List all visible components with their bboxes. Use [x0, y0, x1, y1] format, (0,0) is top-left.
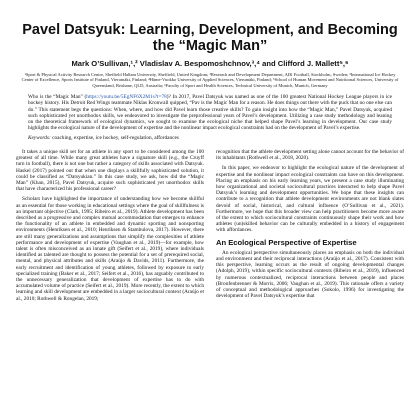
body-paragraph: An ecological perspective simultaneously places an emphasis on both the individual and environment and their reciprocal interactions (Araújo et al., 2017). Consistent with this perspective, learning occurs as the result of ongoing developmental changes (Adolph, 2019), within specific sociocultural contexts (Ribeiro et al., 2019), influenced by numerous contextualized, reciprocal interactions between people and places (Bronfenbrenner & Morris, 2006; Vaughan et al., 2019). This rationale offers a variety of conceptual and methodological approaches (Sokolo, 1996) for investigating the development of Pavel Datsyuk’s expertise that [216, 249, 404, 300]
body-paragraph: In this paper, we endeavor to highlight the ecological nature of the development of expertise and the nonlinear impact ecological constraints can have on this development. Placing an emphasis on his early learning years, we present a case study illuminating how organizational and societal sociocultural practices interacted to help shape Pavel Datsyuk’s learning and development opportunities. We hope that these insights can contribute to a recognition that athlete development environments are not blank slates devoid of social, historical, and cultural influence (O’Sullivan et al., 2021). Furthermore, we hope that this broader view can help practitioners become more aware of the extent to which sociocultural constraints continuously shape their work and how athletes (un)skilled behavior can be culturally embedded in a history of engagement with affordances. [216, 165, 404, 234]
abstract [28, 94, 392, 132]
body-paragraph: Scholars have highlighted the importance of understanding how we become skillful as an essential for those working in educational settings where the goal of skillfulness is an important objective (Clark, 1995; Ribeiro et al., 2019). Athlete development has been described as a progressive and complex mutual accommodation that emerges to enhance the functionality of an athlete in embedded and dynamic sporting and nonsporting environments (Henriksen et al., 2010; Henriksen & Stambulova, 2017). However, there are still many generalizations and assumptions that simplify the complexities of athlete performance and development of expertise (Vaughan et al., 2019)—for example, how talent is often misconceived as an innate gift (Seifert et al., 2019), where individuals identified as talented are thought to possess the potential for a set of prerequired social, mental, and physical attributes and skills (Araújo & Davids, 2011). Furthermore, the early recruitment and identification of young athletes, followed by exposure to early specialized training (Baker et al., 2017; Seifert et al., 2016), has arguably contributed to the unnecessary generalization that development of expertise has to do with accumulated volume of practice (Seifert et al., 2019). More recently, the extent to which learning and skill development are embedded in a larger sociocultural context (Araújo et al., 2010; Rothwell & Rongelan, 2019; [16, 196, 204, 302]
affiliations: ¹Sport & Physical Activity Research Centre, Sheffield Hallam University, Sheffield, United Kingdom; ²Research and Development Department, AIK Football, Stockholm, Sweden; ³International Ice Hockey Center of Excellence, Sports Institute of Finland, Vierumäki, Finland; ⁴Häme-Vuokko University of Applied Sciences, Vierumäki, Finland; ⁵School of Human Movement and Nutritional Sciences, University of Queensland, Brisbane, QLD, Australia; ⁶Faculty of Sport and Health Sciences, Technical University of Munich, Munich, Germany [21, 72, 399, 88]
paper-title [12, 22, 408, 54]
title-line-1: Pavel Datsyuk: Learning, Development, and Becoming [22, 22, 398, 38]
body-paragraph: recognition that the athlete development setting alone cannot account for the behavior of its inhabitants (Rothwell et al., 2018, 2020). [216, 148, 404, 162]
section-heading: An Ecological Perspective of Expertise [216, 237, 357, 247]
keywords-label: Keywords: [28, 134, 51, 141]
keywords-list: coaching, expertise, ice hockey, self-regulation, affordances [52, 134, 179, 141]
abstract-intro: Who is the “Magic Man” ( [28, 94, 87, 101]
video-link[interactable]: https://youtu.be/5EgNF6X2M1s?t=78 [86, 94, 167, 101]
abstract-body: )? In 2017, Pavel Datsyuk was named as one of the 100 greatest National Hockey League players in ice hockey history. His Detroit Red Wings teammate Niklas Kronwall quipped, “Pav is the Magic Man for a reason. He does things out there with the puck that no one else can do.” This statement begs the questions: When, where, and how did Pavel learn those creative skills? To gain insight into how the “Magic Man,” Pavel Datsyuk, acquired such sophisticated yet unorthodox skills, we endeavored to investigate the preprofessional years of Pavel’s development. Utilizing a case study methodology and leaning on the theoretical framework of ecological dynamics, we sought to examine the ecological niche that helped shape Pavel’s learning in development. Our case study highlights the ecological nature of the development of expertise and the nonlinear impact ecological constraints had on the development of Pavel’s expertise. [28, 94, 393, 132]
right-column [216, 149, 404, 306]
body-paragraph: It takes a unique skill set for an athlete in any sport to be considered among the 100 greatest of all time. While many great athletes have a signature skill (e.g., the Cruyff turn in football), there is not one but rather a category of skills associated with Datsyuk. Haskel (2017) pointed out that when one displays a skillfully sophisticated solution, it could be classified as “Datsyukian.” In this case study, we ask, how did the “Magic Man” (Khan, 2015), Pavel Datsyuk, acquire such sophisticated yet unorthodox skills that have characterized his professional career? [16, 148, 204, 193]
keywords [28, 135, 392, 141]
author-list: Mark O’Sullivan,¹,² Vladislav A. Bespomoshchnov,³,⁴ and Clifford J. Mallett⁵,⁶ [71, 59, 349, 68]
title-line-2: the “Magic Man” [152, 38, 268, 54]
left-column [16, 149, 204, 306]
body-columns [12, 149, 408, 306]
